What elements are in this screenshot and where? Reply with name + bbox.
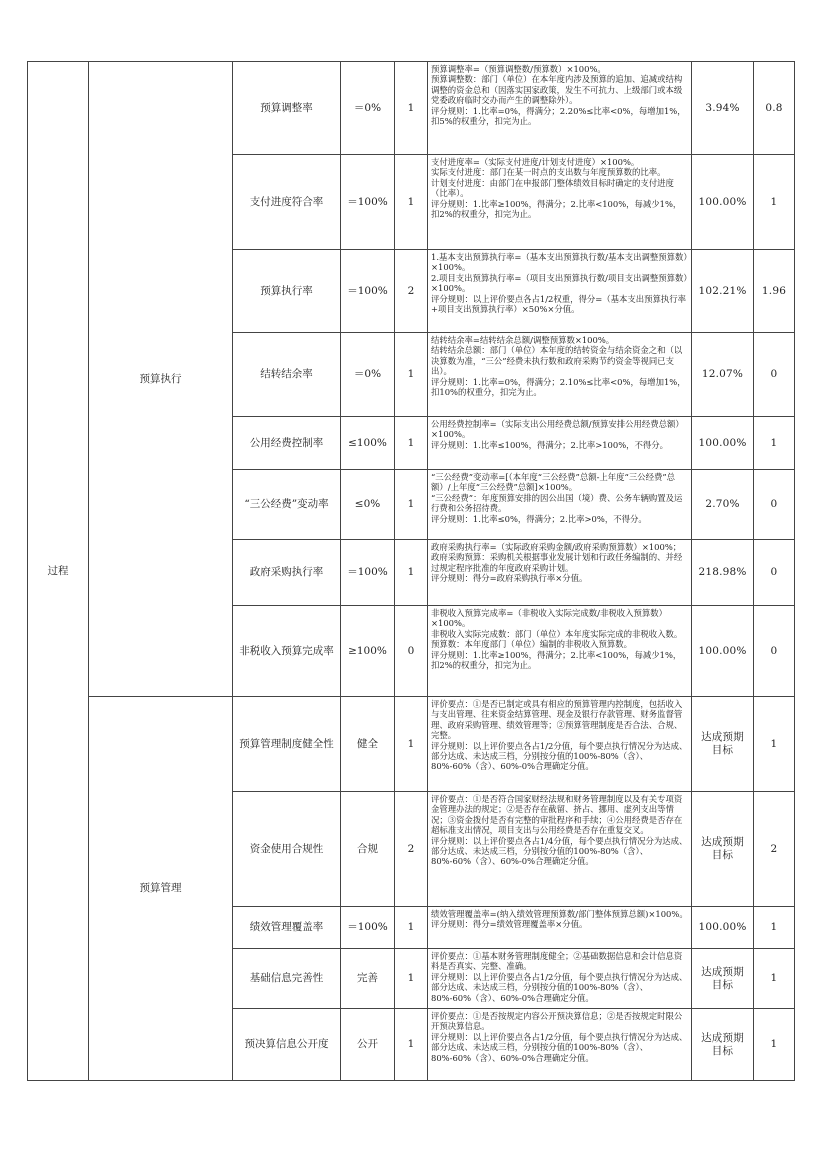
weight-cell: 1 xyxy=(395,697,428,792)
weight-cell: 0 xyxy=(395,606,428,697)
indicator-cell: 绩效管理覆盖率 xyxy=(233,907,341,949)
score-cell: 1 xyxy=(754,417,795,470)
weight-cell: 1 xyxy=(395,540,428,606)
target-cell: 合规 xyxy=(341,792,395,907)
actual-value-cell: 达成预期目标 xyxy=(692,1009,754,1081)
description-cell: 公用经费控制率=（实际支出公用经费总额/预算安排公用经费总额）×100%。 评分规则：1.比率≤100%，得满分；2.比率>100%，不得分。 xyxy=(428,417,692,470)
actual-value-cell: 达成预期目标 xyxy=(692,697,754,792)
weight-cell: 1 xyxy=(395,417,428,470)
score-cell: 0 xyxy=(754,333,795,417)
indicator-cell: 公用经费控制率 xyxy=(233,417,341,470)
level1-cell: 过程 xyxy=(28,62,89,1081)
target-cell: ＝100% xyxy=(341,540,395,606)
description-cell: 评价要点：①基本财务管理制度健全；②基础数据信息和会计信息资料是否真实、完整、准确。 评分规则：以上评价要点各占1/2分值，每个要点执行情况分为达成、部分达成、未达成三档，分别按分值的100%-80%（含）、80%-60%（含）、60%-0%合理确定分值。 xyxy=(428,949,692,1009)
score-cell: 1 xyxy=(754,907,795,949)
actual-value-cell: 218.98% xyxy=(692,540,754,606)
weight-cell: 2 xyxy=(395,250,428,333)
description-cell: 1.基本支出预算执行率=（基本支出预算执行数/基本支出调整预算数）×100%。 2.项目支出预算执行率=（项目支出预算执行数/项目支出调整预算数）×100%。 评分规则：以上评价要点各占1/2权重，得分=（基本支出预算执行率+项目支出预算执行率）×50%×分值。 xyxy=(428,250,692,333)
target-cell: ≤100% xyxy=(341,417,395,470)
target-cell: 健全 xyxy=(341,697,395,792)
description-cell: 预算调整率=（预算调整数/预算数）×100%。 预算调整数：部门（单位）在本年度内涉及预算的追加、追减或结构调整的资金总和（因落实国家政策，发生不可抗力、上级部门或本级党委政府临时交办而产生的调整除外）。 评分规则：1.比率=0%，得满分；2.20%≤比率<0%，每增加1%，扣5%的权重分，扣完为止。 xyxy=(428,62,692,155)
actual-value-cell: 达成预期目标 xyxy=(692,792,754,907)
description-cell: 评价要点：①是否按规定内容公开预决算信息；②是否按规定时限公开预决算信息。 评分规则：以上评价要点各占1/2分值，每个要点执行情况分为达成、部分达成、未达成三档，分别按分值的100%-80%（含）、80%-60%（含）、60%-0%合理确定分值。 xyxy=(428,1009,692,1081)
indicator-cell: 基础信息完善性 xyxy=(233,949,341,1009)
actual-value-cell: 102.21% xyxy=(692,250,754,333)
score-cell: 1 xyxy=(754,949,795,1009)
indicator-cell: 结转结余率 xyxy=(233,333,341,417)
target-cell: ＝0% xyxy=(341,333,395,417)
target-cell: ＝100% xyxy=(341,907,395,949)
indicator-cell: 预算执行率 xyxy=(233,250,341,333)
score-cell: 1 xyxy=(754,1009,795,1081)
target-cell: 公开 xyxy=(341,1009,395,1081)
description-cell: 评价要点：①是否已制定或具有相应的预算管理内控制度，包括收入与支出管理、往来资金结算管理、现金及银行存款管理、财务监督管理、政府采购管理、绩效管理等；②预算管理制度是否合法、合规、完整。 评分规则：以上评价要点各占1/2分值，每个要点执行情况分为达成、部分达成、未达成三档，分别按分值的100%-80%（含）、80%-60%（含）、60%-0%合理确定分值。 xyxy=(428,697,692,792)
weight-cell: 1 xyxy=(395,155,428,250)
actual-value-cell: 12.07% xyxy=(692,333,754,417)
weight-cell: 1 xyxy=(395,907,428,949)
actual-value-cell: 2.70% xyxy=(692,470,754,540)
target-cell: ＝100% xyxy=(341,250,395,333)
actual-value-cell: 100.00% xyxy=(692,417,754,470)
weight-cell: 1 xyxy=(395,333,428,417)
weight-cell: 1 xyxy=(395,1009,428,1081)
indicator-cell: 预算调整率 xyxy=(233,62,341,155)
weight-cell: 1 xyxy=(395,470,428,540)
indicator-cell: 预算管理制度健全性 xyxy=(233,697,341,792)
actual-value-cell: 3.94% xyxy=(692,62,754,155)
score-cell: 2 xyxy=(754,792,795,907)
group-cell: 预算执行 xyxy=(89,62,233,697)
indicator-cell: 非税收入预算完成率 xyxy=(233,606,341,697)
indicator-cell: “三公经费”变动率 xyxy=(233,470,341,540)
description-cell: 非税收入预算完成率=（非税收入实际完成数/非税收入预算数）×100%。 非税收入实际完成数：部门（单位）本年度实际完成的非税收入数。 预算数：本年度部门（单位）编制的非税收入预算数。 评分规则：1.比率≥100%，得满分；2.比率<100%，每减少1%，扣2%的权重分，扣完为止。 xyxy=(428,606,692,697)
target-cell: ＝100% xyxy=(341,155,395,250)
target-cell: ≥100% xyxy=(341,606,395,697)
indicator-cell: 政府采购执行率 xyxy=(233,540,341,606)
table-row xyxy=(28,697,795,792)
score-cell: 0 xyxy=(754,540,795,606)
description-cell: 结转结余率=结转结余总额/调整预算数×100%。 结转结余总额：部门（单位）本年度的结转资金与结余资金之和（以决算数为准，“三公”经费未执行数和政府采购节约资金等视同已支出）。 评分规则：1.比率=0%，得满分；2.10%≤比率<0%，每增加1%，扣10%的权重分，扣完为止。 xyxy=(428,333,692,417)
actual-value-cell: 100.00% xyxy=(692,155,754,250)
score-cell: 1.96 xyxy=(754,250,795,333)
indicator-cell: 预决算信息公开度 xyxy=(233,1009,341,1081)
target-cell: ＝0% xyxy=(341,62,395,155)
weight-cell: 2 xyxy=(395,792,428,907)
indicator-cell: 资金使用合规性 xyxy=(233,792,341,907)
actual-value-cell: 100.00% xyxy=(692,907,754,949)
description-cell: 政府采购执行率=（实际政府采购金额/政府采购预算数）×100%； 政府采购预算：采购机关根据事业发展计划和行政任务编制的、并经过规定程序批准的年度政府采购计划。 评分规则：得分=政府采购执行率×分值。 xyxy=(428,540,692,606)
score-cell: 0 xyxy=(754,470,795,540)
description-cell: 评价要点：①是否符合国家财经法规和财务管理制度以及有关专项资金管理办法的规定；②是否存在截留、挤占、挪用、虚列支出等情况；③资金拨付是否有完整的审批程序和手续；④公用经费是否存在超标准支出情况，项目支出与公用经费是否存在重复交叉。 评分规则：以上评价要点各占1/4分值，每个要点执行情况分为达成、部分达成、未达成三档，分别按分值的100%-80%（含）、80%-60%（含）、60%-0%合理确定分值。 xyxy=(428,792,692,907)
weight-cell: 1 xyxy=(395,949,428,1009)
score-cell: 1 xyxy=(754,697,795,792)
description-cell: “三公经费”变动率=[（本年度“三公经费”总额-上年度“三公经费”总额）/上年度“三公经费”总额]×100%。 “三公经费”：年度预算安排的因公出国（境）费、公务车辆购置及运行费和公务招待费。 评分规则：1.比率≤0%，得满分；2.比率>0%，不得分。 xyxy=(428,470,692,540)
score-cell: 0 xyxy=(754,606,795,697)
description-cell: 支付进度率=（实际支付进度/计划支付进度）×100%。 实际支付进度：部门在某一时点的支出数与年度预算数的比率。 计划支付进度：由部门在申报部门整体绩效目标时确定的支付进度（比率）。 评分规则：1.比率≥100%，得满分；2.比率<100%，每减少1%，扣2%的权重分，扣完为止。 xyxy=(428,155,692,250)
target-cell: 完善 xyxy=(341,949,395,1009)
actual-value-cell: 100.00% xyxy=(692,606,754,697)
score-cell: 0.8 xyxy=(754,62,795,155)
score-cell: 1 xyxy=(754,155,795,250)
indicator-table xyxy=(27,61,795,1081)
target-cell: ≤0% xyxy=(341,470,395,540)
indicator-cell: 支付进度符合率 xyxy=(233,155,341,250)
group-cell: 预算管理 xyxy=(89,697,233,1081)
actual-value-cell: 达成预期目标 xyxy=(692,949,754,1009)
weight-cell: 1 xyxy=(395,62,428,155)
description-cell: 绩效管理覆盖率=(纳入绩效管理预算数/部门整体预算总额)×100%。 评分规则：得分=绩效管理覆盖率×分值。 xyxy=(428,907,692,949)
table-row xyxy=(28,62,795,155)
